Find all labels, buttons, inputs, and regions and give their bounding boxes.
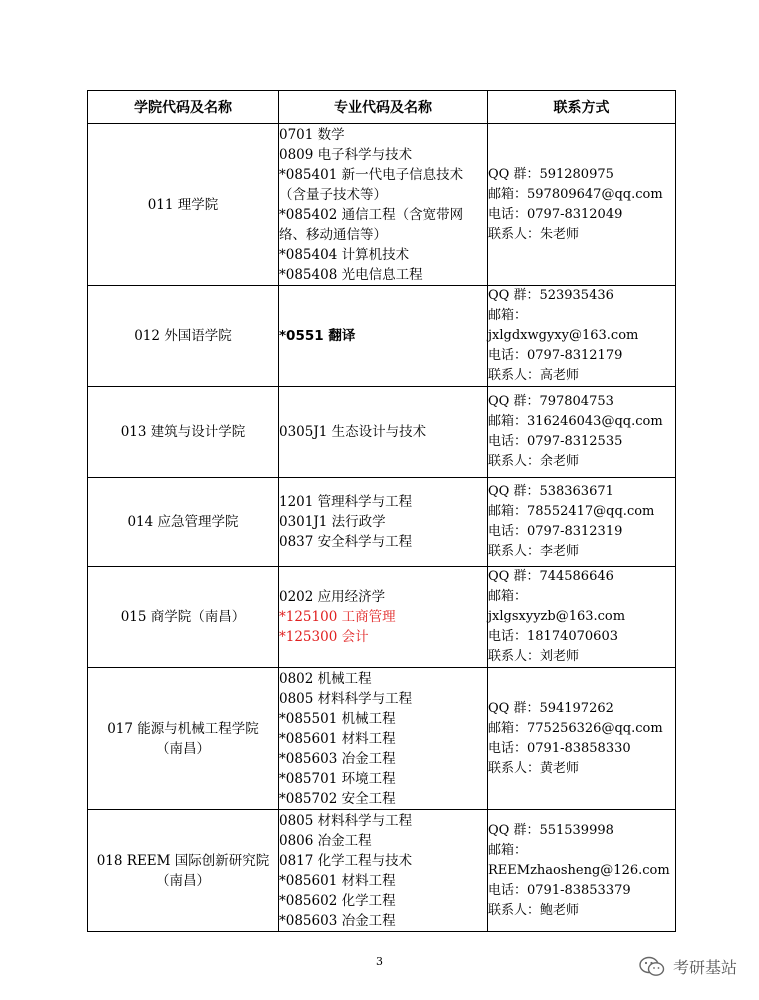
contact-line: QQ 群：797804753 (488, 394, 614, 409)
contact-cell (488, 810, 676, 932)
major-item: 0805 材料科学与工程 (279, 812, 413, 829)
contact-line: 电话：0797-8312535 (488, 434, 623, 449)
watermark-text: 考研基站 (672, 958, 737, 977)
header-college: 学院代码及名称 (88, 91, 279, 124)
majors-cell (279, 810, 488, 932)
table-row (88, 478, 676, 567)
contact-cell (488, 567, 676, 668)
contact-line: jxlgdxwgyxy@163.com (488, 328, 639, 343)
majors-cell (279, 124, 488, 286)
contact-line: QQ 群：538363671 (488, 484, 614, 499)
contact-line: 邮箱： (488, 842, 528, 858)
contact-line: 电话：0797-8312319 (488, 524, 623, 539)
major-item: 0202 应用经济学 (279, 589, 386, 605)
college-name: 013 建筑与设计学院 (120, 424, 246, 440)
contact-line: 联系人：高老师 (488, 368, 580, 383)
college-name: 018 REEM 国际创新研究院 (96, 852, 270, 869)
contact-line: 邮箱：316246043@qq.com (488, 414, 663, 429)
major-item: *085601 材料工程 (279, 730, 396, 747)
major-item: *125300 会计 (279, 629, 369, 645)
college-name: 015 商学院（南昌） (120, 609, 246, 625)
contact-cell (488, 478, 676, 567)
major-item: *0551 翻译 (279, 328, 356, 344)
college-name: 014 应急管理学院 (127, 514, 239, 530)
majors-cell (279, 286, 488, 387)
major-item: *085603 冶金工程 (279, 750, 396, 767)
majors-cell (279, 668, 488, 810)
major-item: *085402 通信工程（含宽带网络、移动通信等） (279, 206, 464, 243)
contact-line: 邮箱：597809647@qq.com (488, 186, 663, 202)
table-row (88, 810, 676, 932)
contact-line: 电话：0797-8312179 (488, 348, 623, 363)
majors-cell (279, 567, 488, 668)
major-item: *085401 新一代电子信息技术（含量子技术等） (279, 166, 464, 203)
major-item: 1201 管理科学与工程 (279, 494, 413, 510)
contact-line: 联系人：朱老师 (488, 226, 580, 242)
major-item: *085404 计算机技术 (279, 246, 410, 263)
contact-line: 联系人：刘老师 (488, 649, 580, 664)
contact-line: QQ 群：523935436 (488, 288, 614, 303)
major-item: 0809 电子科学与技术 (279, 146, 413, 163)
watermark (639, 955, 737, 978)
contact-line: 电话：18174070603 (488, 629, 618, 644)
contact-cell (488, 124, 676, 286)
contact-line: 联系人：李老师 (488, 544, 580, 559)
major-item: *085702 安全工程 (279, 790, 396, 807)
contact-cell (488, 668, 676, 810)
major-item: 0817 化学工程与技术 (279, 852, 413, 869)
admissions-contact-table (87, 90, 676, 932)
major-item: *085501 机械工程 (279, 710, 396, 727)
contact-line: 联系人：余老师 (488, 454, 580, 469)
wechat-icon (639, 956, 665, 978)
college-cell (88, 668, 279, 810)
contact-line: QQ 群：551539998 (488, 822, 614, 838)
college-cell (88, 124, 279, 286)
table-row (88, 124, 676, 286)
contact-line: 邮箱： (488, 308, 528, 323)
contact-line: 电话：0797-8312049 (488, 206, 623, 222)
major-item: 0701 数学 (279, 126, 345, 143)
contact-line: 电话：0791-83858330 (488, 740, 631, 756)
contact-line: 邮箱： (488, 589, 528, 604)
header-major: 专业代码及名称 (279, 91, 488, 124)
college-name: 012 外国语学院 (134, 328, 232, 344)
table-row (88, 567, 676, 668)
table-row (88, 286, 676, 387)
table-row (88, 668, 676, 810)
major-item: *085701 环境工程 (279, 770, 396, 787)
major-item: 0806 冶金工程 (279, 832, 372, 849)
contact-line: QQ 群：591280975 (488, 166, 614, 182)
college-cell (88, 478, 279, 567)
contact-line: 邮箱：78552417@qq.com (488, 504, 655, 519)
majors-cell (279, 387, 488, 478)
major-item: 0802 机械工程 (279, 670, 372, 687)
college-name: （南昌） (156, 740, 210, 757)
contact-line: 邮箱：775256326@qq.com (488, 720, 663, 736)
contact-line: QQ 群：744586646 (488, 569, 614, 584)
contact-cell (488, 286, 676, 387)
college-cell (88, 810, 279, 932)
contact-line: 联系人：鲍老师 (488, 902, 580, 918)
page-number: 3 (376, 955, 383, 968)
major-item: *085601 材料工程 (279, 872, 396, 889)
contact-line: 联系人：黄老师 (488, 760, 580, 776)
major-item: 0837 安全科学与工程 (279, 534, 413, 550)
college-cell (88, 567, 279, 668)
major-item: *125100 工商管理 (279, 609, 396, 625)
contact-line: 电话：0791-83853379 (488, 882, 631, 898)
college-name: 011 理学院 (147, 196, 219, 213)
major-item: 0305J1 生态设计与技术 (279, 424, 427, 440)
major-item: 0301J1 法行政学 (279, 514, 386, 530)
contact-line: jxlgsxyyzb@163.com (488, 609, 626, 624)
header-contact: 联系方式 (488, 91, 676, 124)
contact-line: QQ 群：594197262 (488, 700, 614, 716)
contact-line: REEMzhaosheng@126.com (488, 862, 670, 878)
table-header-row (88, 91, 676, 124)
table-row (88, 387, 676, 478)
contact-cell (488, 387, 676, 478)
major-item: *085603 冶金工程 (279, 912, 396, 929)
college-cell (88, 286, 279, 387)
majors-cell (279, 478, 488, 567)
major-item: 0805 材料科学与工程 (279, 690, 413, 707)
major-item: *085602 化学工程 (279, 892, 396, 909)
college-name: （南昌） (156, 872, 210, 889)
college-cell (88, 387, 279, 478)
major-item: *085408 光电信息工程 (279, 266, 423, 283)
college-name: 017 能源与机械工程学院 (107, 720, 259, 737)
